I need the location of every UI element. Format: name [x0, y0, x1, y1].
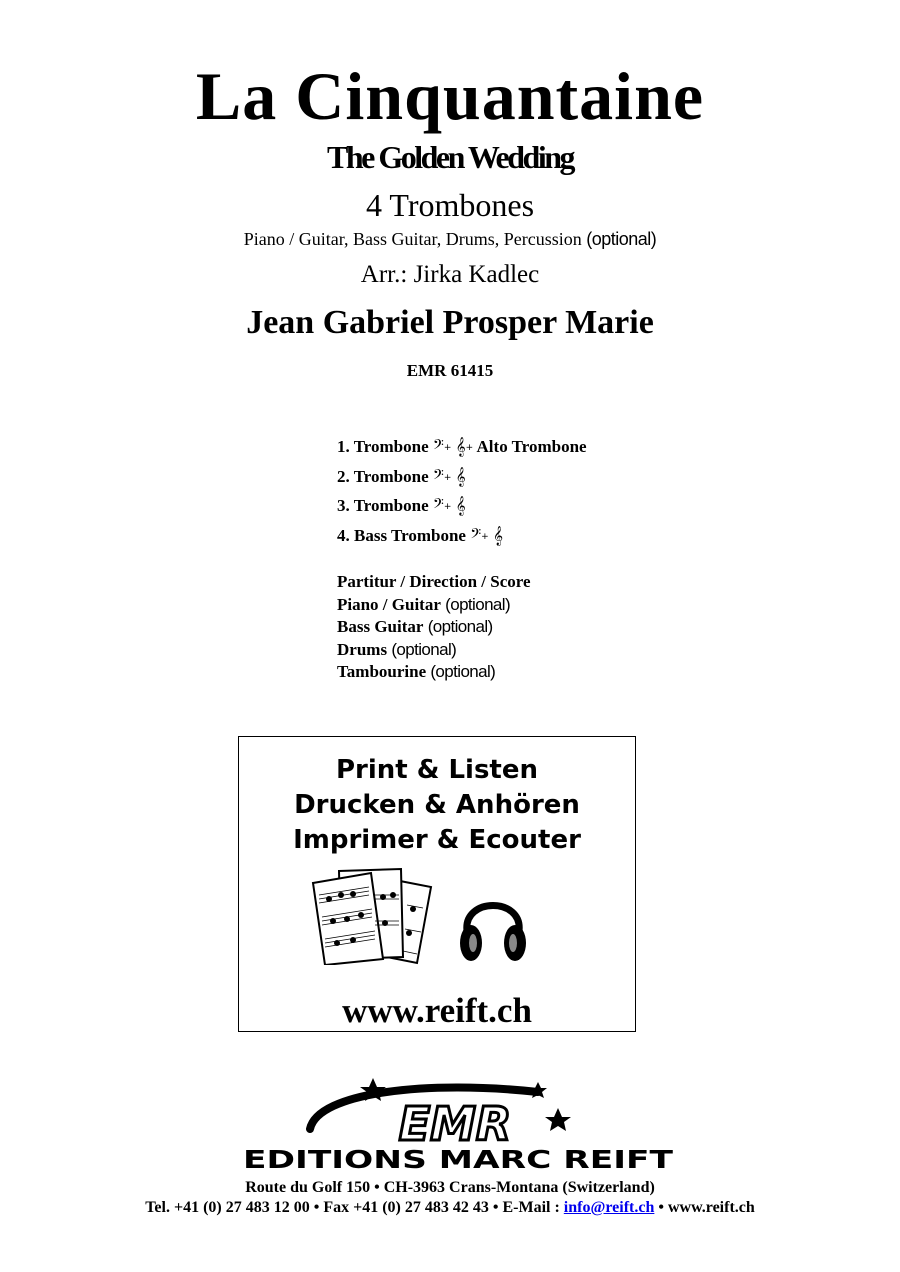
bass-clef-icon: 𝄢	[432, 496, 444, 516]
logo-publisher: EDITIONS MARC REIFT	[243, 1145, 673, 1174]
extra-item	[337, 661, 531, 684]
plus-sign: +	[481, 531, 489, 542]
part-item	[337, 525, 587, 555]
catalog-number: EMR 61415	[406, 361, 494, 380]
extra-item	[337, 571, 531, 594]
plus-sign: +	[443, 502, 452, 512]
headphones-icon	[457, 885, 529, 967]
emr-logo	[238, 1074, 678, 1174]
extra-optional: (optional)	[427, 617, 493, 637]
treble-clef-icon: 𝄞	[455, 437, 466, 457]
arranger: Arr.: Jirka Kadlec	[360, 261, 540, 288]
title: La Cinquantaine	[195, 58, 705, 134]
bass-clef-icon: 𝄢	[432, 466, 444, 487]
extra-item	[337, 616, 531, 639]
extra-name: Partitur / Direction / Score	[337, 572, 531, 591]
part-item	[337, 495, 587, 525]
bass-clef-icon: 𝄢	[470, 525, 482, 546]
promo-line-de: Drucken & Anhören	[294, 790, 580, 820]
extra-name: Piano / Guitar	[337, 594, 441, 614]
email-link[interactable]: info@reift.ch	[563, 1199, 655, 1216]
extra-optional: (optional)	[391, 639, 457, 659]
contact-line	[0, 1200, 900, 1216]
composer: Jean Gabriel Prosper Marie	[246, 304, 654, 341]
extra-name: Bass Guitar	[337, 617, 424, 637]
part-item	[337, 466, 587, 496]
address-line: Route du Golf 150 • CH-3963 Crans-Montana (Switzerland)	[245, 1179, 655, 1196]
print-listen-box	[238, 736, 636, 1032]
extra-name: Tambourine	[337, 662, 427, 682]
extra-name: Drums	[337, 639, 388, 659]
promo-line-fr: Imprimer & Ecouter	[293, 825, 581, 855]
plus-sign: +	[443, 472, 452, 483]
part-label: 4. Bass Trombone	[337, 525, 466, 545]
plus-sign: +	[465, 443, 474, 453]
subtitle: The Golden Wedding	[326, 139, 574, 175]
parts-list	[337, 436, 587, 554]
extras-list	[337, 571, 531, 684]
sheet-music-icon	[309, 865, 439, 965]
treble-clef-icon: 𝄞	[455, 466, 466, 487]
contact-phone-fax: Tel. +41 (0) 27 483 12 00 • Fax +41 (0) 27 483 42 43 • E-Mail :	[145, 1199, 560, 1216]
accompaniment-optional: (optional)	[586, 229, 657, 249]
extra-item	[337, 594, 531, 617]
part-item	[337, 436, 587, 466]
bass-clef-icon: 𝄢	[432, 437, 444, 457]
contact-website: • www.reift.ch	[658, 1199, 755, 1216]
plus-sign: +	[443, 443, 452, 453]
extra-optional: (optional)	[430, 662, 496, 682]
logo-mark: EMR	[398, 1097, 512, 1151]
extra-optional: (optional)	[445, 594, 511, 614]
extra-item	[337, 639, 531, 662]
accompaniment	[0, 230, 900, 248]
part-label: 3. Trombone	[337, 496, 429, 515]
treble-clef-icon: 𝄞	[455, 496, 466, 516]
accompaniment-text: Piano / Guitar, Bass Guitar, Drums, Percussion	[243, 229, 582, 249]
instrumentation: 4 Trombones	[365, 187, 535, 223]
part-label: 1. Trombone	[337, 437, 429, 456]
treble-clef-icon: 𝄞	[492, 525, 503, 546]
part-label: 2. Trombone	[337, 466, 429, 486]
promo-url[interactable]: www.reift.ch	[342, 991, 532, 1030]
promo-line-en: Print & Listen	[335, 755, 539, 785]
part-suffix: Alto Trombone	[476, 437, 587, 456]
